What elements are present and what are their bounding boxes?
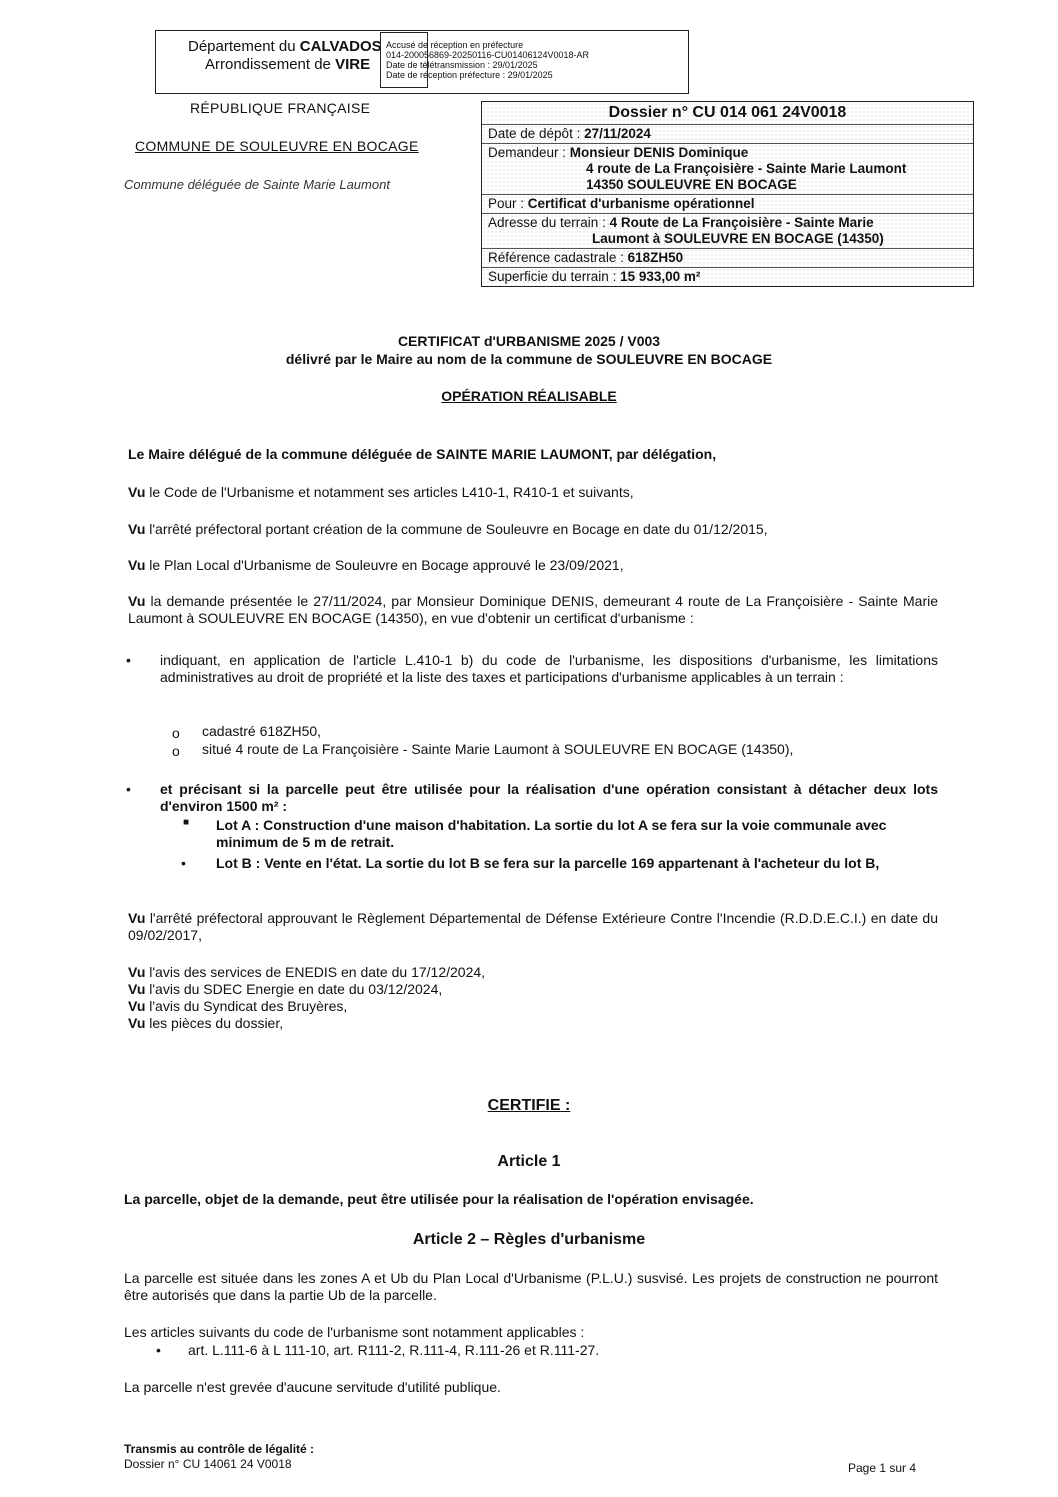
lot-b-item: Lot B : Vente en l'état. La sortie du lot B se fera sur la parcelle 169 appartenant à l'acheteur du lot B, bbox=[216, 855, 880, 871]
maire-statement: Le Maire délégué de la commune déléguée de SAINTE MARIE LAUMONT, par délégation, bbox=[128, 446, 717, 462]
bullet-marker: • bbox=[126, 652, 131, 668]
article-1-text: La parcelle, objet de la demande, peut être utilisée pour la réalisation de l'opération envisagée. bbox=[124, 1191, 754, 1207]
dossier-depot-row: Date de dépôt : 27/11/2024 bbox=[482, 124, 973, 143]
article-2-paragraph: La parcelle n'est grevée d'aucune servitude d'utilité publique. bbox=[124, 1379, 501, 1395]
commune-deleguee: Commune déléguée de Sainte Marie Laumont bbox=[124, 177, 390, 192]
bullet-marker: • bbox=[156, 1342, 161, 1358]
vu-paragraph: Vu le Code de l'Urbanisme et notamment ses articles L410-1, R410-1 et suivants, bbox=[128, 484, 634, 500]
operation-status: OPÉRATION RÉALISABLE bbox=[441, 388, 617, 404]
dossier-adresse-row: Adresse du terrain : 4 Route de La Françoisière - Sainte Marie Laumont à SOULEUVRE EN BOCAGE (14350) bbox=[482, 213, 973, 248]
certifie-heading: CERTIFIE : bbox=[487, 1097, 571, 1114]
vu-paragraph: Vu l'arrêté préfectoral portant création de la commune de Souleuvre en Bocage en date du 01/12/2015, bbox=[128, 521, 768, 537]
certificate-title: CERTIFICAT d'URBANISME 2025 / V003 bbox=[397, 333, 661, 349]
article-2-title: Article 2 – Règles d'urbanisme bbox=[412, 1231, 646, 1248]
department-line: Département du CALVADOS bbox=[188, 38, 382, 55]
vu-paragraph: Vu l'avis des services de ENEDIS en date du 17/12/2024, bbox=[128, 964, 486, 980]
vu-paragraph: Vu l'arrêté préfectoral approuvant le Règlement Départemental de Défense Extérieure Contre l'Incendie (R.D.D.E.C.I.) en date du 09/02/2017, bbox=[128, 910, 938, 943]
lot-a-item: Lot A : Construction d'une maison d'habitation. La sortie du lot A se fera sur la voie communale avec minimum de 5 m de retrait. bbox=[216, 817, 887, 850]
dossier-title-row bbox=[482, 102, 973, 124]
reception-stamp-text: Accusé de réception en préfecture 014-200056869-20250116-CU01406124V0018-AR Date de télétransmission : 29/01/2025 Date de réception préfecture : 29/01/2025 bbox=[386, 40, 589, 80]
footer-transmis: Transmis au contrôle de légalité : bbox=[124, 1442, 315, 1456]
sub-bullet-item: cadastré 618ZH50, bbox=[202, 723, 322, 739]
vu-paragraph: Vu les pièces du dossier, bbox=[128, 1015, 284, 1031]
dossier-demandeur-row: Demandeur : Monsieur DENIS Dominique 4 route de La Françoisière - Sainte Marie Laumont 14350 SOULEUVRE EN BOCAGE bbox=[482, 143, 973, 194]
dossier-superficie-row: Superficie du terrain : 15 933,00 m² bbox=[482, 267, 973, 286]
bullet-marker: • bbox=[181, 855, 186, 871]
vu-paragraph: Vu l'avis du Syndicat des Bruyères, bbox=[128, 998, 348, 1014]
article-2-paragraph: La parcelle est située dans les zones A et Ub du Plan Local d'Urbanisme (P.L.U.) susvisé. Les projets de construction ne pourront être autorisés que dans la partie Ub de la parcelle. bbox=[124, 1270, 938, 1303]
bullet-item: et précisant si la parcelle peut être utilisée pour la réalisation d'une opération consistant à détacher deux lots d'environ 1500 m² : bbox=[160, 781, 938, 814]
dossier-table bbox=[481, 101, 974, 287]
sub-bullet-marker: o bbox=[172, 725, 180, 741]
republic-heading: RÉPUBLIQUE FRANÇAISE bbox=[190, 100, 371, 116]
sub-bullet-marker: o bbox=[172, 743, 180, 759]
square-bullet-marker: ■ bbox=[183, 817, 190, 828]
vu-paragraph: Vu l'avis du SDEC Energie en date du 03/12/2024, bbox=[128, 981, 443, 997]
dossier-pour-row: Pour : Certificat d'urbanisme opérationnel bbox=[482, 194, 973, 213]
page-number: Page 1 sur 4 bbox=[848, 1461, 917, 1475]
footer-dossier: Dossier n° CU 14061 24 V0018 bbox=[124, 1457, 292, 1471]
dossier-title: Dossier n° CU 014 061 24V0018 bbox=[608, 104, 847, 121]
bullet-marker: • bbox=[126, 781, 131, 797]
sub-bullet-item: situé 4 route de La Françoisière - Sainte Marie Laumont à SOULEUVRE EN BOCAGE (14350), bbox=[202, 741, 794, 757]
bullet-item: indiquant, en application de l'article L.410-1 b) du code de l'urbanisme, les dispositions d'urbanisme, les limitations administratives au droit de propriété et la liste des taxes et participations d'urbanisme applicables à un terrain : bbox=[160, 652, 938, 685]
vu-paragraph: Vu la demande présentée le 27/11/2024, par Monsieur Dominique DENIS, demeurant 4 route de La Françoisière - Sainte Marie Laumont à SOULEUVRE EN BOCAGE (14350), en vue d'obtenir un certificat d'urbanisme : bbox=[128, 593, 938, 626]
article-1-title: Article 1 bbox=[497, 1153, 561, 1170]
article-2-paragraph: Les articles suivants du code de l'urbanisme sont notamment applicables : bbox=[124, 1324, 585, 1340]
commune-heading: COMMUNE DE SOULEUVRE EN BOCAGE bbox=[135, 138, 419, 154]
arrondissement-line: Arrondissement de VIRE bbox=[205, 56, 371, 73]
article-2-bullet: art. L.111-6 à L 111-10, art. R111-2, R.111-4, R.111-26 et R.111-27. bbox=[188, 1342, 600, 1358]
certificate-subtitle: délivré par le Maire au nom de la commune de SOULEUVRE EN BOCAGE bbox=[285, 351, 773, 367]
vu-paragraph: Vu le Plan Local d'Urbanisme de Souleuvre en Bocage approuvé le 23/09/2021, bbox=[128, 557, 624, 573]
dossier-ref-row: Référence cadastrale : 618ZH50 bbox=[482, 248, 973, 267]
